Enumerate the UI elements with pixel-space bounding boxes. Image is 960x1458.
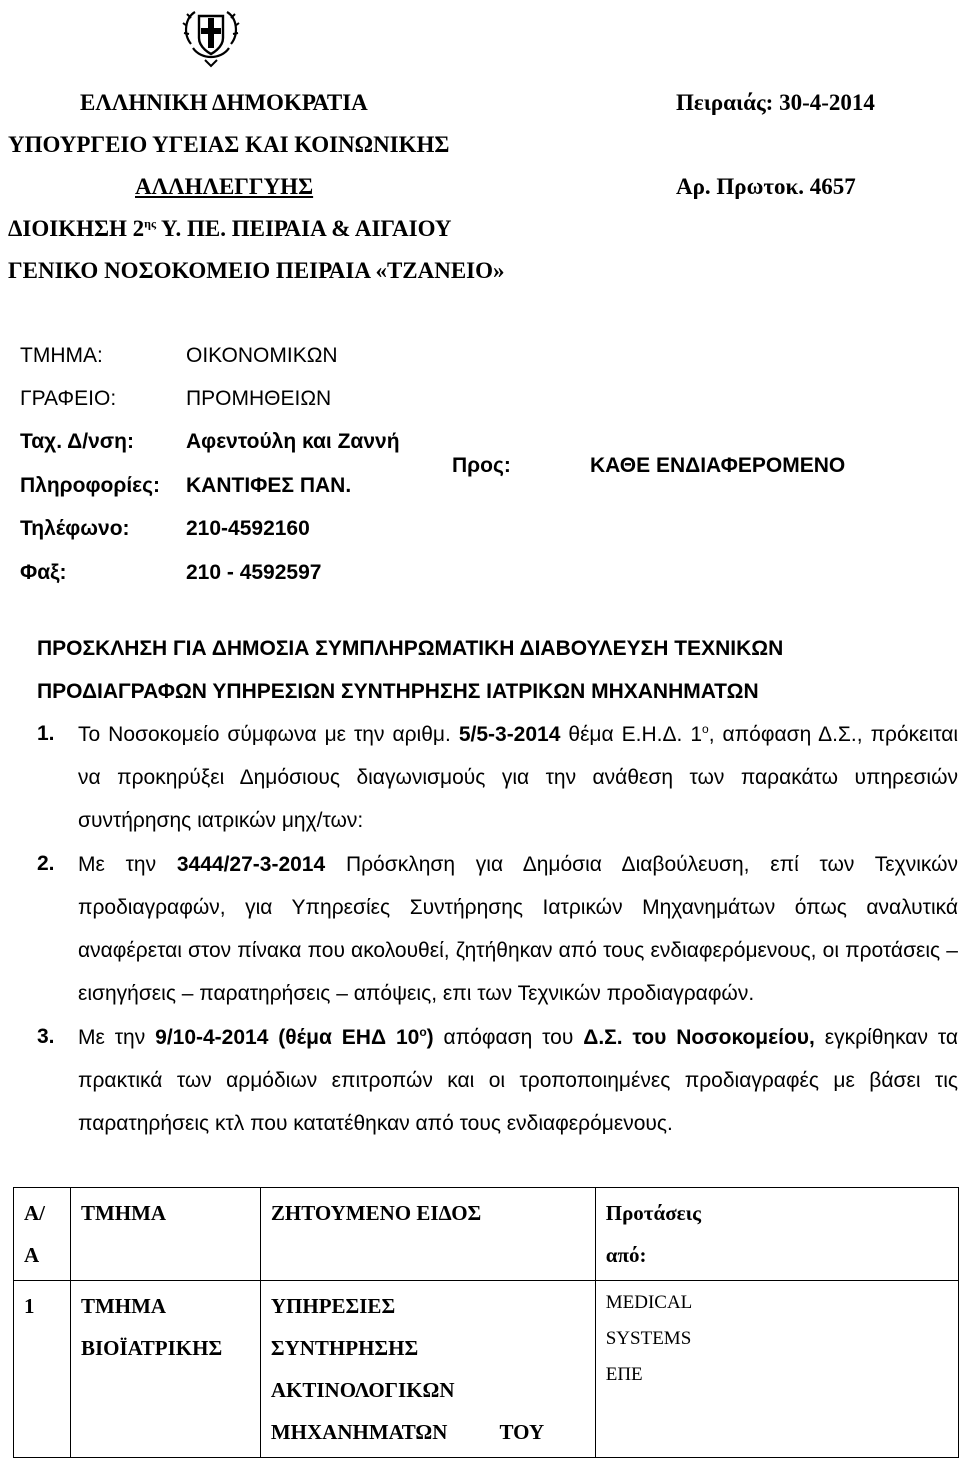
ministry-line-1: ΥΠΟΥΡΓΕΙΟ ΥΓΕΙΑΣ ΚΑΙ ΚΟΙΝΩΝΙΚΗΣ	[8, 132, 450, 157]
table-header-row	[14, 1188, 959, 1281]
contact-value: ΚΑΝΤΙΦΕΣ ΠΑΝ.	[186, 474, 352, 497]
cell-department: ΤΜΗΜΑ ΒΙΟΪΑΤΡΙΚΗΣ	[70, 1281, 260, 1458]
item-1-paragraph: Το Νοσοκομείο σύμφωνα με την αριθμ. 5/5-3-2014 θέμα Ε.Η.Δ. $1^o$, απόφαση Δ.Σ., πρόκειται να προκηρύξει Δημόσιους διαγωνισμούς για την ανάθεση των παρακάτω υπηρεσιών συντήρησης ιατρικών μηχ/των:	[78, 722, 959, 832]
ministry-line-2: ΑΛΛΗΛΕΓΓΥΗΣ	[135, 174, 314, 199]
item-2-number: 2.	[37, 852, 55, 875]
item-1-number: 1.	[37, 722, 55, 745]
document-title-line-2: ΠΡΟΔΙΑΓΡΑΦΩΝ ΥΠΗΡΕΣΙΩΝ ΣΥΝΤΗΡΗΣΗΣ ΙΑΤΡΙΚΩΝ ΜΗΧΑΝΗΜΑΤΩΝ	[37, 680, 759, 703]
office-value: ΠΡΟΜΗΘΕΙΩΝ	[186, 387, 332, 410]
department-value: ΟΙΚΟΝΟΜΙΚΩΝ	[186, 344, 338, 367]
department-label: ΤΜΗΜΑ:	[20, 344, 103, 367]
fax-value: 210 - 4592597	[186, 561, 322, 584]
phone-label: Τηλέφωνο:	[20, 517, 130, 540]
item-3-paragraph: Με την 9/10-4-2014 (θέμα ΕΗΔ $10^o$) απόφαση του Δ.Σ. του Νοσοκομείου, εγκρίθηκαν τα πρακτικά των αρμόδιων επιτροπών και οι τροποποιημένες προδιαγραφές με βάσει τις παρατηρήσεις κτλ που κατατέθηκαν από τους ενδιαφερόμενους.	[78, 1025, 958, 1135]
document-title-line-1: ΠΡΟΣΚΛΗΣΗ ΓΙΑ ΔΗΜΟΣΙΑ ΣΥΜΠΛΗΡΩΜΑΤΙΚΗ ΔΙΑΒΟΥΛΕΥΣΗ ΤΕΧΝΙΚΩΝ	[37, 637, 784, 660]
office-label: ΓΡΑΦΕΙΟ:	[20, 387, 117, 410]
phone-value: 210-4592160	[186, 517, 310, 540]
cell-proposals-from: MEDICAL SYSTEMS ΕΠΕ	[595, 1281, 958, 1458]
fax-label: Φαξ:	[20, 561, 67, 584]
address-value: Αφεντούλη και Ζαννή	[186, 430, 400, 453]
hospital-name: ΓΕΝΙΚΟ ΝΟΣΟΚΟΜΕΙΟ ΠΕΙΡΑΙΑ «ΤΖΑΝΕΙΟ»	[8, 258, 505, 283]
country-name: ΕΛΛΗΝΙΚΗ ΔΗΜΟΚΡΑΤΙΑ	[80, 90, 368, 115]
cell-aa: 1	[14, 1281, 71, 1458]
address-label: Ταχ. Δ/νση:	[20, 430, 134, 453]
header-cell-proposals-from: Προτάσεις από:	[595, 1188, 958, 1281]
health-region-line: ΔΙΟΙΚΗΣΗ $2^{\eta\varsigma}$ Υ. ΠΕ. ΠΕΙΡΑΙΑ & ΑΙΓΑΙΟΥ	[8, 216, 452, 241]
item-3-number: 3.	[37, 1025, 55, 1048]
header-cell-requested-item: ΖΗΤΟΥΜΕΝΟ ΕΙΔΟΣ	[260, 1188, 595, 1281]
table-row	[14, 1281, 959, 1458]
recipient-label: Προς:	[452, 454, 511, 477]
recipient-value: ΚΑΘΕ ΕΝΔΙΑΦΕΡΟΜΕΝΟ	[590, 454, 846, 477]
protocol-number: Αρ. Πρωτοκ. 4657	[676, 174, 856, 199]
contact-label: Πληροφορίες:	[20, 474, 161, 497]
place-date: Πειραιάς: 30-4-2014	[676, 90, 875, 115]
services-table	[13, 1187, 959, 1458]
header-cell-aa: Α/ Α	[14, 1188, 71, 1281]
cell-requested-item: ΥΠΗΡΕΣΙΕΣ ΣΥΝΤΗΡΗΣΗΣ ΑΚΤΙΝΟΛΟΓΙΚΩΝ ΜΗΧΑΝΗΜΑΤΩΝ ΤΟΥ	[260, 1281, 595, 1458]
greek-coat-of-arms-emblem	[181, 4, 241, 68]
item-2-paragraph: Με την 3444/27-3-2014 Πρόσκληση για Δημόσια Διαβούλευση, επί των Τεχνικών προδιαγραφών, για Υπηρεσίες Συντήρησης Ιατρικών Μηχανημάτων όπως αναλυτικά αναφέρεται στον πίνακα που ακολουθεί, ζητήθηκαν από τους ενδιαφερόμενους, οι προτάσεις – εισηγήσεις – παρατηρήσεις – απόψεις, επι των Τεχνικών προδιαγραφών.	[78, 853, 959, 1005]
header-cell-department: ΤΜΗΜΑ	[70, 1188, 260, 1281]
